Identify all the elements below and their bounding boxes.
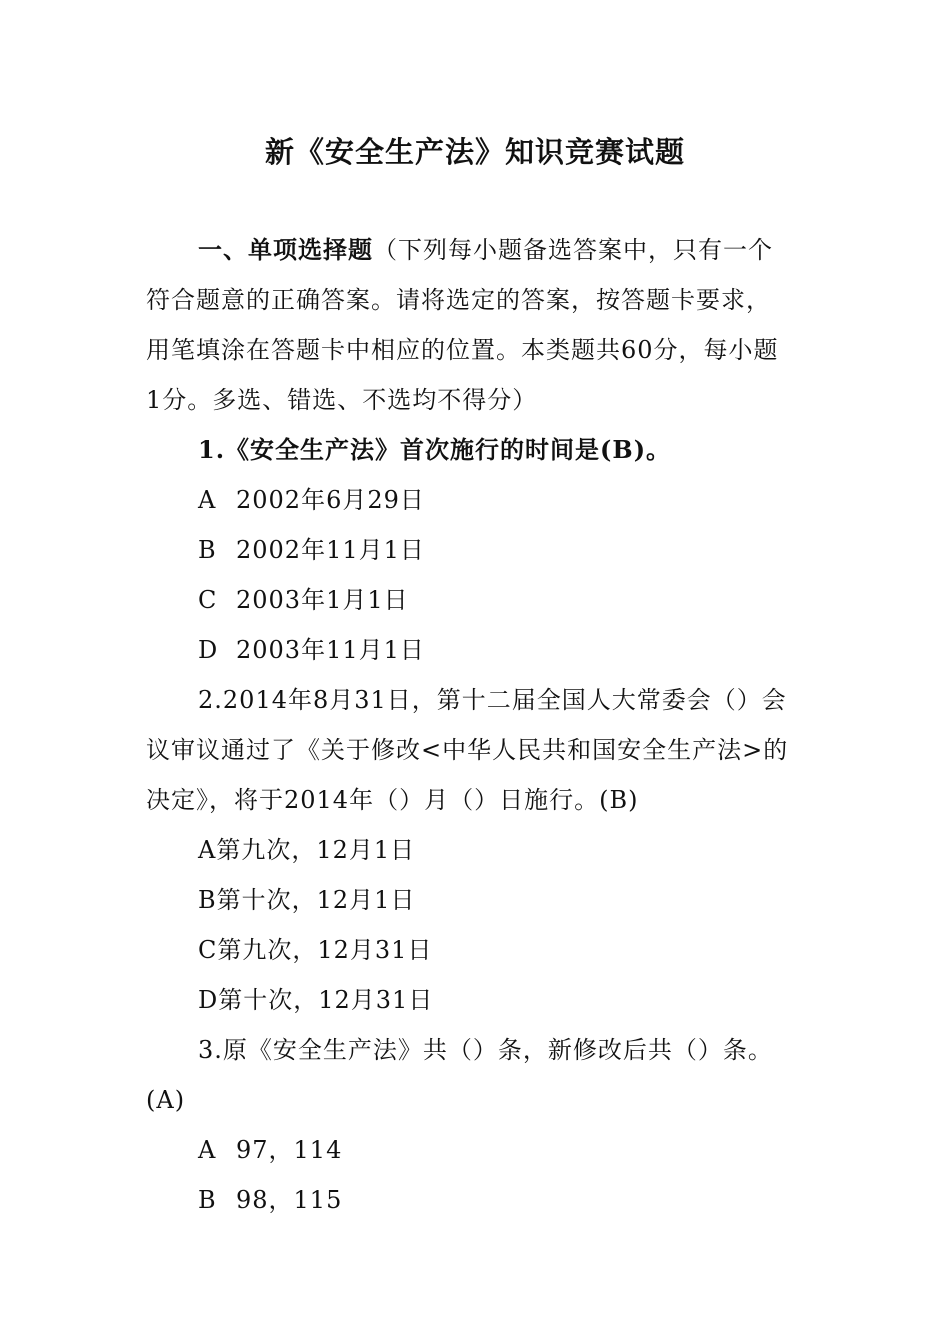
option-text: 2002年6月29日 — [236, 486, 425, 514]
question-2-text-line-2: 议审议通过了《关于修改<中华人民共和国安全生产法>的 — [146, 736, 789, 764]
option-text: 97，114 — [236, 1136, 343, 1164]
question-2-option-b: B第十次，12月1日 — [198, 886, 416, 914]
section-heading-line — [198, 234, 773, 266]
option-text: 2003年11月1日 — [236, 636, 425, 664]
option-letter: A — [198, 1136, 217, 1164]
question-3-text-line-1: 3.原《安全生产法》共（）条，新修改后共（）条。 — [198, 1036, 773, 1064]
document-title: 新《安全生产法》知识竞赛试题 — [264, 135, 685, 169]
question-2-option-a: A第九次，12月1日 — [198, 836, 416, 864]
section-heading: 一、单项选择题 — [198, 235, 373, 264]
question-1-option-b — [198, 534, 425, 566]
option-letter: B — [198, 1186, 217, 1214]
option-letter: C — [198, 586, 218, 614]
question-2-text-line-3: 决定》，将于2014年（）月（）日施行。(B) — [146, 786, 639, 814]
question-2-text-line-1: 2.2014年8月31日，第十二届全国人大常委会（）会 — [198, 686, 787, 714]
section-instruction-line-1: （下列每小题备选答案中，只有一个 — [373, 236, 773, 264]
question-1-option-c — [198, 584, 409, 616]
question-3-option-b — [198, 1184, 342, 1216]
section-instruction-line-4: 1分。多选、错选、不选均不得分） — [146, 386, 538, 414]
question-2-option-c: C第九次，12月31日 — [198, 936, 433, 964]
section-instruction-line-3: 用笔填涂在答题卡中相应的位置。本类题共60分，每小题 — [146, 336, 779, 364]
option-text: 2003年1月1日 — [236, 586, 409, 614]
option-letter: B — [198, 536, 217, 564]
option-letter: D — [198, 636, 219, 664]
question-3-option-a — [198, 1134, 342, 1166]
option-text: 98，115 — [236, 1186, 343, 1214]
question-2-option-d: D第十次，12月31日 — [198, 986, 434, 1014]
option-text: 2002年11月1日 — [236, 536, 425, 564]
question-3-text-line-2: (A) — [146, 1086, 186, 1114]
section-instruction-line-2: 符合题意的正确答案。请将选定的答案，按答题卡要求， — [146, 286, 771, 314]
option-letter: A — [198, 486, 217, 514]
question-1-option-d — [198, 634, 425, 666]
question-1-text: 1.《安全生产法》首次施行的时间是(B)。 — [198, 435, 672, 464]
question-1-option-a — [198, 484, 425, 516]
